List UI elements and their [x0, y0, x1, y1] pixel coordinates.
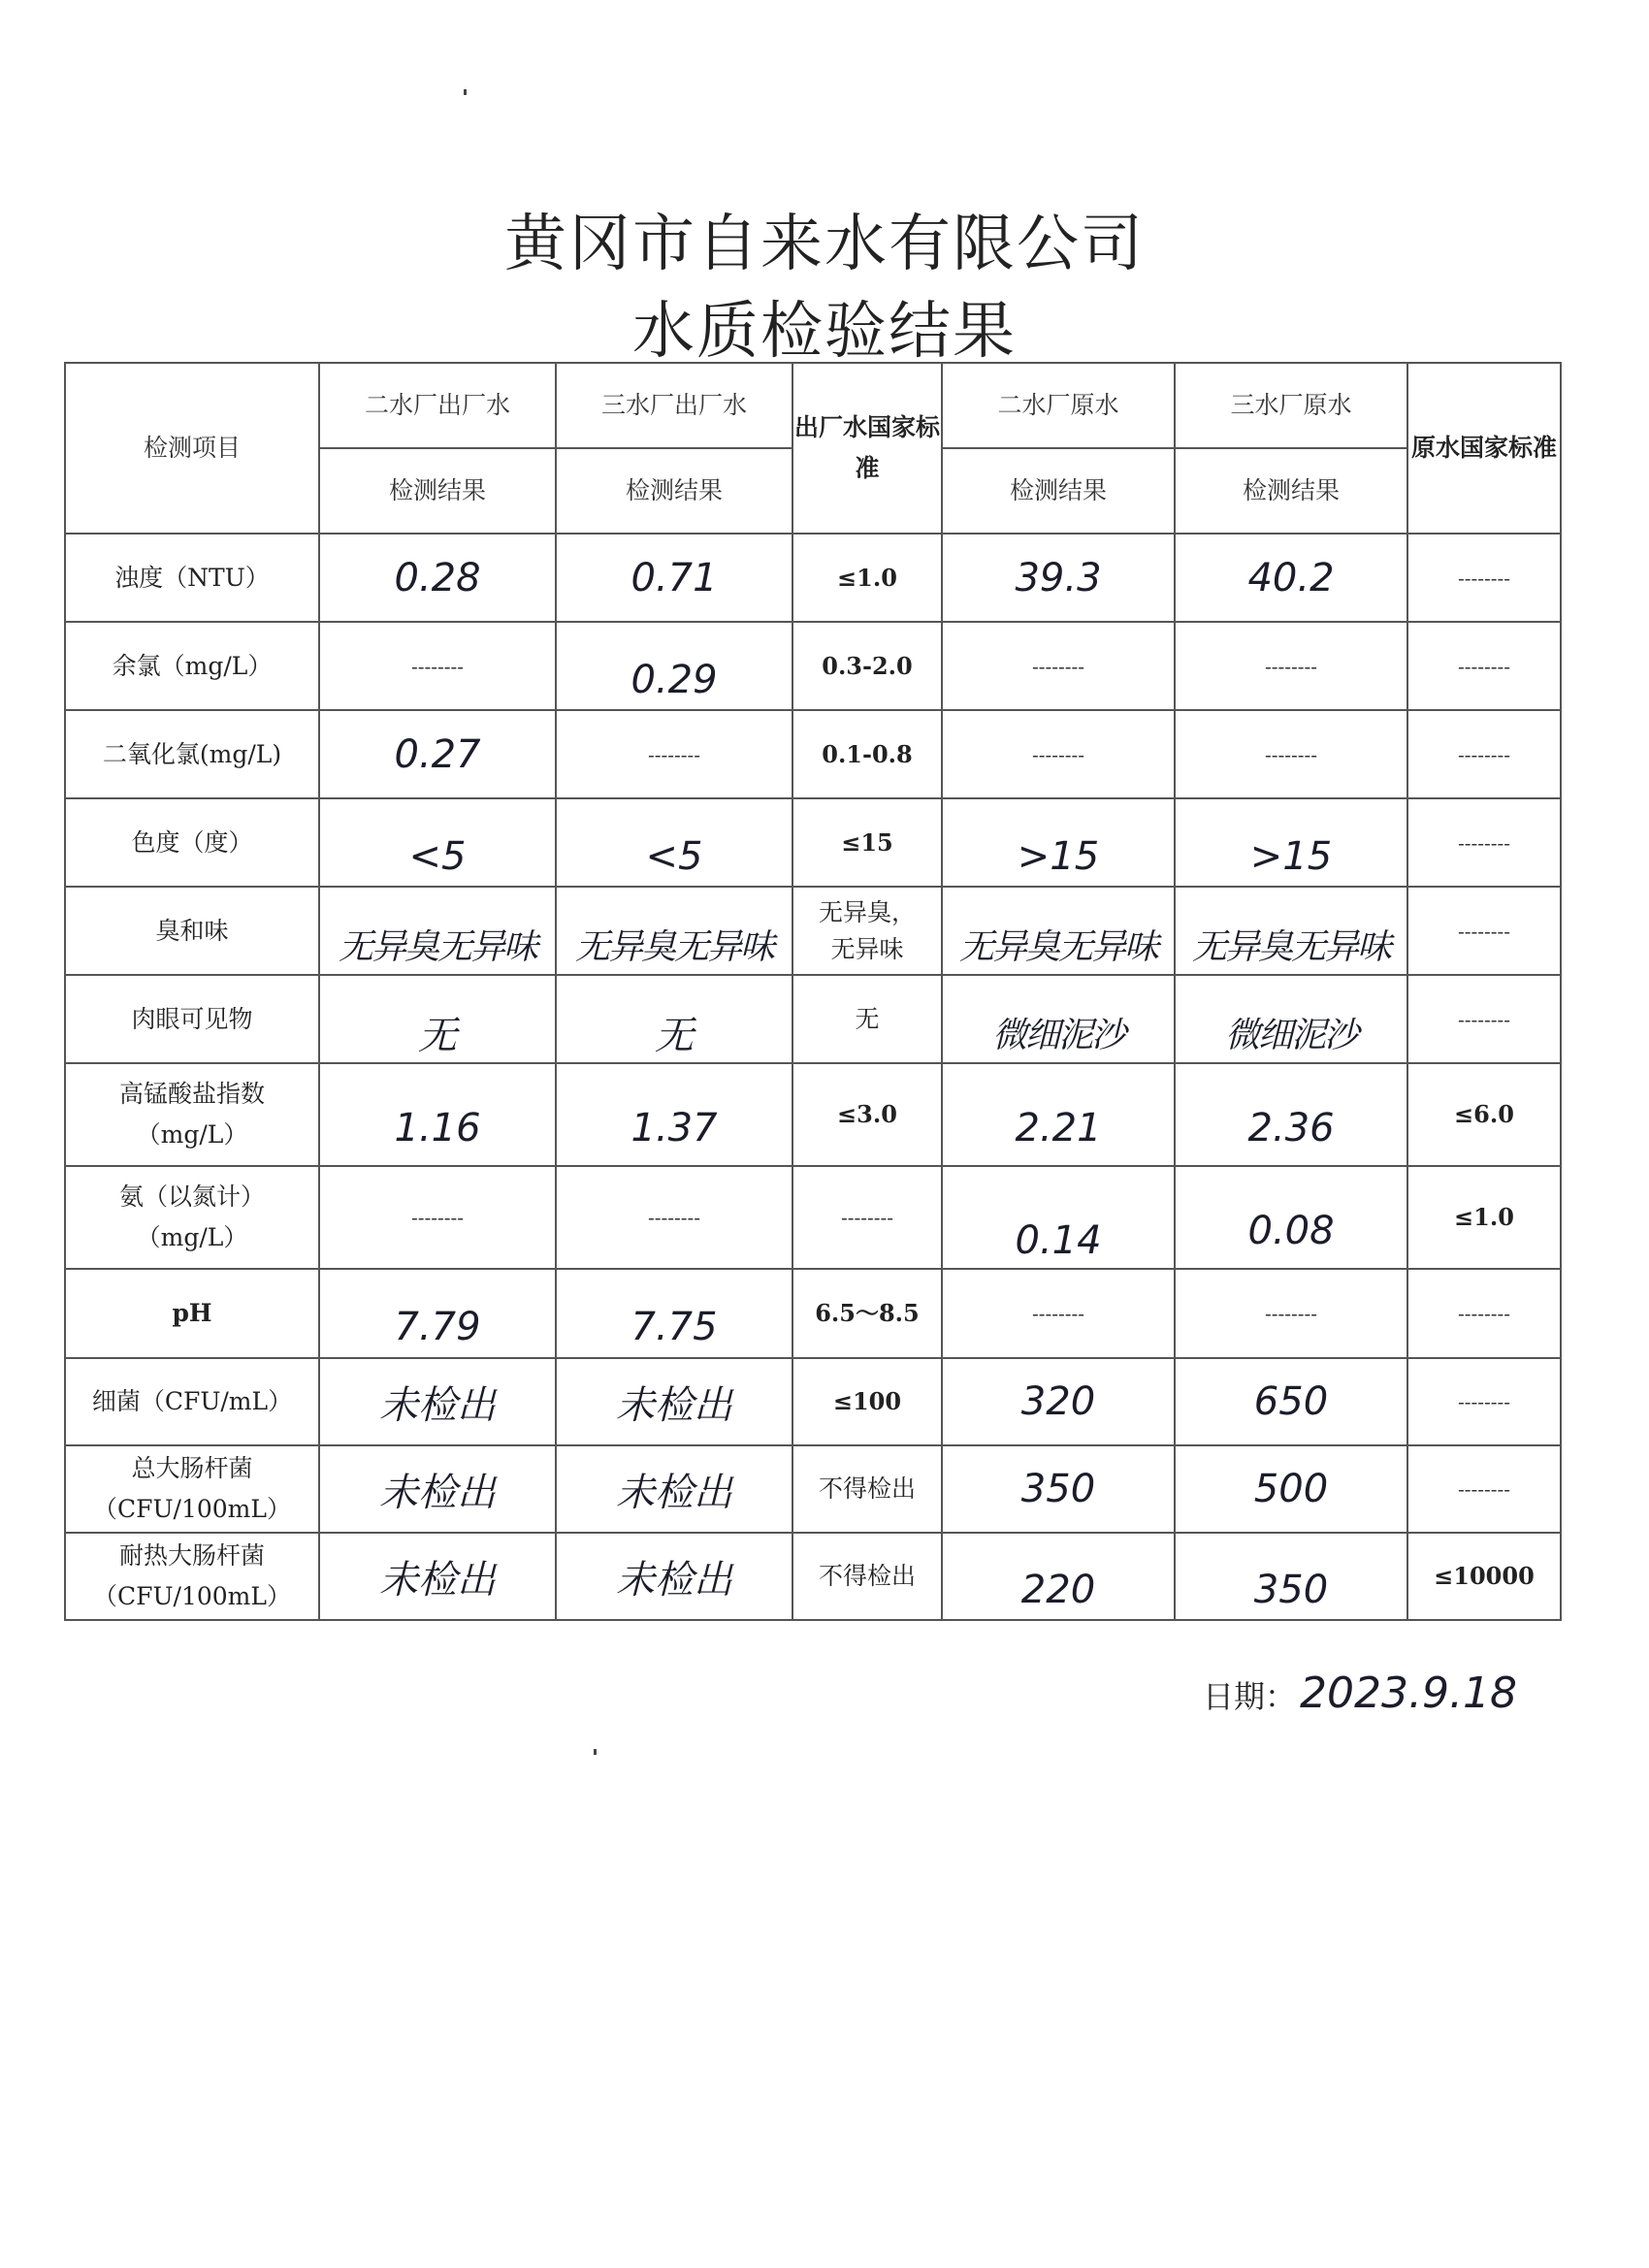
header-plant2-raw: 二水厂原水	[942, 363, 1175, 448]
out-standard-cell: 不得检出	[792, 1533, 942, 1620]
row-item-label: pH	[65, 1269, 319, 1358]
row-item-label: 浊度（NTU）	[65, 534, 319, 622]
row-item-label: 余氯（mg/L）	[65, 622, 319, 710]
report-title: 水质检验结果	[632, 296, 1017, 368]
table-row	[65, 1166, 1561, 1269]
row-item-label: 耐热大肠杆菌（CFU/100mL）	[65, 1533, 319, 1620]
out-standard-cell: ≤100	[792, 1358, 942, 1445]
row-item-label: 总大肠杆菌（CFU/100mL）	[65, 1445, 319, 1533]
table-row	[65, 710, 1561, 798]
cell-value: 0.27	[394, 731, 481, 777]
row-item-label: 色度（度）	[65, 798, 319, 887]
cell-value: 无	[654, 1014, 694, 1058]
header-item: 检测项目	[65, 363, 319, 534]
cell-value: 0.08	[1247, 1209, 1335, 1253]
raw-standard-cell: --------	[1407, 534, 1561, 622]
cell-value: --------	[319, 622, 556, 710]
cell-value: --------	[942, 1269, 1175, 1358]
cell-value: 无	[417, 1014, 457, 1058]
row-item-label: 二氧化氯(mg/L)	[65, 710, 319, 798]
cell-value: --------	[319, 1166, 556, 1269]
out-standard-cell: 无异臭，无异味	[792, 887, 942, 975]
out-standard-cell: ≤15	[792, 798, 942, 887]
out-standard-cell: 0.3-2.0	[792, 622, 942, 710]
cell-value: 0.71	[630, 555, 718, 600]
out-standard-cell: 不得检出	[792, 1445, 942, 1533]
cell-value: 7.79	[394, 1305, 481, 1349]
date-line	[1203, 1669, 1517, 1718]
raw-standard-cell: ≤6.0	[1407, 1063, 1561, 1166]
cell-value: --------	[942, 622, 1175, 710]
cell-value: <5	[645, 833, 703, 879]
raw-standard-cell: --------	[1407, 1358, 1561, 1445]
cell-value: 1.37	[630, 1106, 718, 1150]
out-standard-cell: ≤1.0	[792, 534, 942, 622]
cell-value: --------	[556, 1166, 792, 1269]
out-standard-cell: --------	[792, 1166, 942, 1269]
raw-standard-cell: ≤10000	[1407, 1533, 1561, 1620]
row-item-label: 氨（以氮计）（mg/L）	[65, 1166, 319, 1269]
cell-value: >15	[1249, 833, 1333, 879]
header-result: 检测结果	[319, 448, 556, 534]
cell-value: 320	[1020, 1379, 1096, 1424]
cell-value: --------	[1175, 622, 1407, 710]
cell-value: 未检出	[378, 1470, 496, 1515]
cell-value: 7.75	[630, 1305, 718, 1349]
raw-standard-cell: --------	[1407, 710, 1561, 798]
out-standard-cell: 6.5～8.5	[792, 1269, 942, 1358]
cell-value: --------	[556, 710, 792, 798]
table-row	[65, 975, 1561, 1063]
table-row	[65, 534, 1561, 622]
cell-value: 39.3	[1015, 555, 1102, 600]
cell-value: 未检出	[378, 1557, 496, 1603]
raw-standard-cell: --------	[1407, 1445, 1561, 1533]
raw-standard-cell: --------	[1407, 975, 1561, 1063]
header-result: 检测结果	[1175, 448, 1407, 534]
cell-value: 未检出	[615, 1382, 732, 1428]
row-item-label: 臭和味	[65, 887, 319, 975]
header-plant3-raw: 三水厂原水	[1175, 363, 1407, 448]
table-row	[65, 798, 1561, 887]
raw-standard-cell: --------	[1407, 798, 1561, 887]
cell-value: 未检出	[615, 1470, 732, 1515]
table-row	[65, 1063, 1561, 1166]
cell-value: 350	[1253, 1568, 1329, 1612]
cell-value: 350	[1020, 1467, 1096, 1511]
cell-value: >15	[1017, 833, 1100, 879]
row-item-label: 肉眼可见物	[65, 975, 319, 1063]
cell-value: 微细泥沙	[1224, 1016, 1357, 1055]
out-standard-cell: ≤3.0	[792, 1063, 942, 1166]
cell-value: 2.21	[1015, 1106, 1102, 1150]
cell-value: 无异臭无异味	[338, 927, 536, 967]
row-item-label: 细菌（CFU/mL）	[65, 1358, 319, 1445]
raw-standard-cell: --------	[1407, 622, 1561, 710]
out-standard-cell: 0.1-0.8	[792, 710, 942, 798]
table-row	[65, 1269, 1561, 1358]
header-result: 检测结果	[942, 448, 1175, 534]
scan-speck	[594, 1749, 597, 1755]
raw-standard-cell: ≤1.0	[1407, 1166, 1561, 1269]
cell-value: 1.16	[394, 1106, 481, 1150]
table-row	[65, 887, 1561, 975]
date-label: 日期：	[1203, 1678, 1297, 1715]
cell-value: 40.2	[1247, 555, 1335, 600]
cell-value: 未检出	[615, 1557, 732, 1603]
out-standard-cell: 无	[792, 975, 942, 1063]
cell-value: 无异臭无异味	[1191, 927, 1390, 967]
cell-value: 未检出	[378, 1382, 496, 1428]
header-plant3-out: 三水厂出厂水	[556, 363, 792, 448]
raw-standard-cell: --------	[1407, 1269, 1561, 1358]
company-title: 黄冈市自来水有限公司	[504, 209, 1145, 280]
cell-value: 0.14	[1015, 1218, 1102, 1263]
cell-value: 2.36	[1247, 1106, 1335, 1150]
cell-value: 0.29	[630, 657, 718, 702]
cell-value: 220	[1020, 1568, 1096, 1612]
date-value: 2023.9.18	[1300, 1669, 1517, 1718]
table-row	[65, 622, 1561, 710]
cell-value: --------	[1175, 1269, 1407, 1358]
scan-speck	[464, 89, 467, 95]
water-quality-table	[64, 362, 1562, 1621]
raw-standard-cell: --------	[1407, 887, 1561, 975]
cell-value: 500	[1253, 1467, 1329, 1511]
cell-value: 微细泥沙	[991, 1016, 1124, 1055]
cell-value: 无异臭无异味	[958, 927, 1157, 967]
cell-value: <5	[408, 833, 467, 879]
cell-value: --------	[1175, 710, 1407, 798]
table-row	[65, 1445, 1561, 1533]
row-item-label: 高锰酸盐指数（mg/L）	[65, 1063, 319, 1166]
header-raw-standard: 原水国家标准	[1407, 363, 1561, 534]
header-result: 检测结果	[556, 448, 792, 534]
cell-value: 0.28	[394, 555, 481, 600]
table-row	[65, 1358, 1561, 1445]
header-plant2-out: 二水厂出厂水	[319, 363, 556, 448]
cell-value: --------	[942, 710, 1175, 798]
cell-value: 650	[1253, 1379, 1329, 1424]
cell-value: 无异臭无异味	[574, 927, 773, 967]
table-row	[65, 1533, 1561, 1620]
header-out-standard: 出厂水国家标准	[792, 363, 942, 534]
